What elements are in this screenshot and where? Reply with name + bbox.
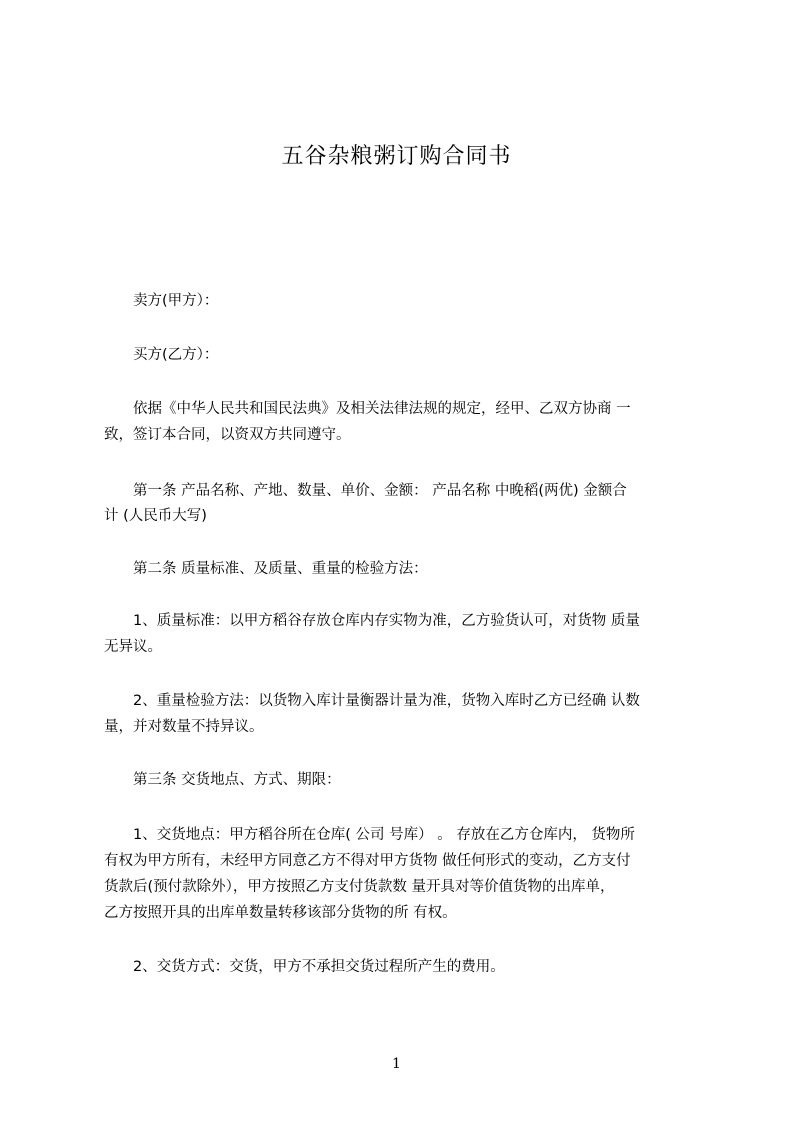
preamble-line: 致，签订本合同，以资双方共同遵守。 xyxy=(104,427,351,443)
buyer-line: 买方(乙方）： xyxy=(104,347,219,363)
article-3-clause-1: 货款后(预付款除外），甲方按照乙方支付货款数 量开具对等价值货物的出库单， xyxy=(104,879,615,895)
article-2-clause-2: 2、重量检验方法：以货物入库计量衡器计量为准，货物入库时乙方已经确 认数 xyxy=(104,693,640,709)
article-2-heading: 第二条 质量标准、及质量、重量的检验方法： xyxy=(104,561,428,577)
article-1-line: 第一条 产品名称、产地、数量、单价、金额： 产品名称 中晚稻(两优) 金额合 xyxy=(104,483,627,499)
page-number: 1 xyxy=(392,1056,401,1072)
article-3-clause-2: 2、交货方式：交货，甲方不承担交货过程所产生的费用。 xyxy=(104,959,505,975)
article-3-heading: 第三条 交货地点、方式、期限： xyxy=(104,772,341,788)
article-1-line: 计 (人民币大写) xyxy=(104,508,207,524)
article-2-clause-1: 1、质量标准：以甲方稻谷存放仓库内存实物为准，乙方验货认可，对货物 质量 xyxy=(104,613,640,629)
article-3-clause-1: 乙方按照开具的出库单数量转移该部分货物的所 有权。 xyxy=(104,905,457,921)
seller-line: 卖方(甲方）： xyxy=(104,293,219,309)
document-title: 五谷杂粮粥订购合同书 xyxy=(281,144,512,169)
preamble-line: 依据《中华人民共和国民法典》及相关法律法规的规定，经甲、乙双方协商 一 xyxy=(104,401,631,417)
article-2-clause-2: 量，并对数量不持异议。 xyxy=(104,719,264,735)
article-3-clause-1: 有权为甲方所有，未经甲方同意乙方不得对甲方货物 做任何形式的变动，乙方支付 xyxy=(104,853,631,869)
article-3-clause-1: 1、交货地点：甲方稻谷所在仓库( 公司 号库） 。 存放在乙方仓库内， 货物所 xyxy=(104,827,635,843)
article-2-clause-1: 无异议。 xyxy=(104,639,162,655)
